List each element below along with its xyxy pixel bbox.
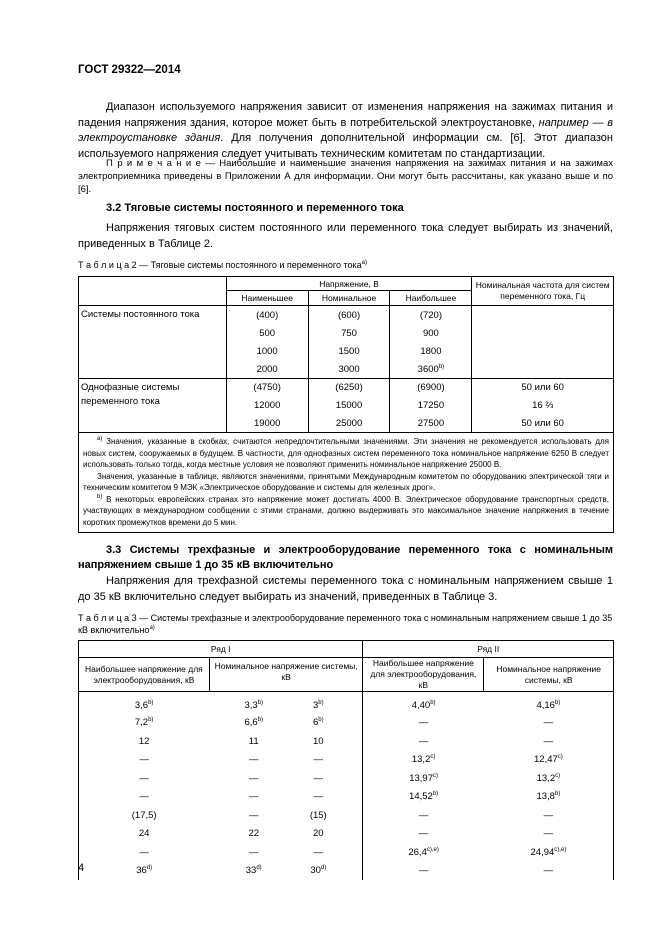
t3-cell-value: — xyxy=(139,791,149,803)
t3-cell xyxy=(79,788,210,807)
t3-cell-value: 4,16 xyxy=(536,700,555,712)
t3-cell xyxy=(484,788,614,807)
t3-cell-value: — xyxy=(313,754,324,766)
caption-sup: а) xyxy=(361,260,368,266)
t3-cell-value: — xyxy=(139,772,149,784)
t3-cell xyxy=(363,843,484,862)
table-2-caption xyxy=(78,260,367,270)
t3-cell-value: — xyxy=(418,717,429,729)
t3-cell xyxy=(286,751,363,770)
t2-cell: 900 xyxy=(390,325,472,343)
note-paragraph xyxy=(78,157,613,196)
t2-cell: 50 или 60 xyxy=(472,379,614,397)
t3-cell-sup: b) xyxy=(318,700,324,707)
t3-header-max-voltage-2: Наибольшее напряжение для электрооборудования, кВ xyxy=(363,658,484,692)
t3-cell-sup: c) xyxy=(557,754,563,761)
t2-cell xyxy=(390,361,472,379)
t3-cell-value: — xyxy=(248,846,259,858)
t3-cell-value: — xyxy=(248,791,259,803)
caption-text: — Системы трехфазные и электрооборудование переменного тока с номинальным напряжением свыше 1 до 35 кВ включительно xyxy=(78,613,613,635)
t3-cell xyxy=(286,843,363,862)
t3-cell xyxy=(209,862,286,881)
t3-cell-value: — xyxy=(543,865,554,877)
t3-cell xyxy=(209,825,286,844)
t2-cell: 27500 xyxy=(390,415,472,433)
t2-cell: 1800 xyxy=(390,343,472,361)
t3-cell xyxy=(484,825,614,844)
t2-cell: (600) xyxy=(308,306,390,325)
t2-header-voltage: Напряжение, В xyxy=(226,277,472,291)
t3-cell-value: — xyxy=(248,809,259,821)
t3-cell-value: — xyxy=(543,735,554,747)
t3-cell-value: 11 xyxy=(248,735,259,747)
t3-cell xyxy=(484,692,614,714)
section-3-2-title: 3.2 Тяговые системы постоянного и переменного тока xyxy=(106,202,404,214)
t2-cell: 12000 xyxy=(226,397,308,415)
t3-cell-sup: b) xyxy=(554,700,561,707)
table-3 xyxy=(78,640,614,880)
section-3-3-title: 3.3 Системы трехфазные и электрооборудование переменного тока с номинальным напряжением свыше 1 до 35 кВ включительно xyxy=(78,544,613,571)
t3-cell-value: — xyxy=(248,754,259,766)
t3-cell-value: 12,47 xyxy=(534,754,558,766)
t3-cell-sup: b) xyxy=(430,700,436,707)
t3-cell-value: 6,6 xyxy=(244,717,258,729)
t2-cell: 19000 xyxy=(226,415,308,433)
t3-cell-value: 33 xyxy=(245,865,257,877)
t2-cell-value: 3600 xyxy=(417,363,439,375)
t2-cell: (400) xyxy=(226,306,308,325)
t3-cell xyxy=(209,806,286,825)
t2-cell: 2000 xyxy=(226,361,308,379)
t3-cell-value: 3,3 xyxy=(244,700,258,712)
t2-cell: 15000 xyxy=(308,397,390,415)
t3-cell-value: 30 xyxy=(310,865,321,877)
t3-cell xyxy=(363,714,484,733)
t3-cell-value: 4,40 xyxy=(411,700,431,712)
t3-cell-value: 22 xyxy=(248,828,260,840)
footnote-b xyxy=(83,494,609,529)
document-header: ГОСТ 29322—2014 xyxy=(78,64,181,76)
t2-cell: 500 xyxy=(226,325,308,343)
table-row xyxy=(79,806,614,825)
t3-cell-value: — xyxy=(139,754,149,766)
t2-header-max: Наибольшее xyxy=(390,291,472,306)
t3-cell xyxy=(363,692,484,714)
footnote-a2: Значения, указанные в таблице, являются значениями, принятыми Международным комитетом по оборудованию электрической тяги и техническим комитетом 9 МЭК «Электрическое оборудование и системы для железных дрог». xyxy=(83,471,609,492)
t3-cell-value: 3 xyxy=(312,700,319,712)
t3-cell-sup: d) xyxy=(256,865,262,872)
t3-cell-value: 20 xyxy=(312,828,324,840)
t3-cell-value: 13,2 xyxy=(411,754,431,766)
t2-header-min: Наименьшее xyxy=(226,291,308,306)
page-number: 4 xyxy=(78,862,85,874)
t2-cell: 25000 xyxy=(308,415,390,433)
t3-cell-value: 26,4 xyxy=(408,846,427,858)
t3-cell-value: — xyxy=(248,772,259,784)
t3-cell xyxy=(209,714,286,733)
t3-cell xyxy=(79,714,210,733)
t3-cell-value: 24 xyxy=(138,828,150,840)
t3-cell xyxy=(363,806,484,825)
t3-cell xyxy=(79,862,210,881)
t2-cell: 3000 xyxy=(308,361,390,379)
t2-cell-value: (720) xyxy=(419,309,443,321)
t3-cell xyxy=(79,732,210,751)
t2-cell: (6250) xyxy=(308,379,390,397)
caption-label: Т а б л и ц а 2 xyxy=(78,260,137,270)
t3-cell xyxy=(363,788,484,807)
t3-cell-value: — xyxy=(543,828,554,840)
t3-cell xyxy=(484,751,614,770)
t3-cell-sup: c),e) xyxy=(554,846,567,853)
t3-cell-value: 13,97 xyxy=(409,772,433,784)
t3-header-nominal-2: Номинальное напряжение системы, кВ xyxy=(484,658,614,692)
t2-dc-label: Системы постоянного тока xyxy=(79,306,227,379)
section-3-3-text: Напряжения для трехфазной системы переменного тока с номинальным напряжением свыше 1 до 35 кВ включительно следует выбирать из значений, приведенных в Таблице 3. xyxy=(78,575,613,603)
caption-text: — Тяговые системы постоянного и переменного тока xyxy=(136,260,362,270)
footnote-a-mark: а) xyxy=(97,436,103,442)
t3-cell xyxy=(79,806,210,825)
t3-header-row-2: Ряд II xyxy=(363,641,614,658)
t3-cell-value: 6 xyxy=(312,717,319,729)
t2-dc-freq-empty xyxy=(472,306,614,379)
t2-cell: 17250 xyxy=(390,397,472,415)
t2-header-nom: Номинальное xyxy=(308,291,390,306)
para-italic: например — в электроустановке здания xyxy=(78,116,614,144)
t3-cell xyxy=(209,732,286,751)
t3-body xyxy=(79,692,614,881)
t2-cell: 750 xyxy=(308,325,390,343)
t3-cell-value: 7,2 xyxy=(134,717,149,729)
table-row xyxy=(79,825,614,844)
t3-cell-sup: b) xyxy=(432,791,439,798)
table-row xyxy=(79,788,614,807)
t3-cell xyxy=(209,788,286,807)
t3-cell-value: — xyxy=(418,828,429,840)
t3-cell-value: — xyxy=(543,809,554,821)
t3-cell xyxy=(484,862,614,881)
t3-cell-value: 36 xyxy=(136,865,147,877)
t2-cell: 50 или 60 xyxy=(472,415,614,433)
t3-cell-sup: d) xyxy=(320,865,327,872)
t2-header-blank xyxy=(79,277,227,306)
t3-cell xyxy=(484,806,614,825)
table-row xyxy=(79,692,614,714)
t3-cell xyxy=(363,751,484,770)
t3-cell-value: (15) xyxy=(309,809,327,821)
t3-cell xyxy=(286,862,363,881)
t3-cell-sup: b) xyxy=(318,717,324,724)
t3-cell-value: — xyxy=(418,809,429,821)
t3-cell-sup: c) xyxy=(433,772,438,779)
caption-label: Т а б л и ц а 3 xyxy=(78,613,137,623)
para-text-end: . Для получения дополнительной информации см. [6]. Этот диапазон используемого напряжения следует учитывать техническим комитетам по стандартизации. xyxy=(78,132,613,160)
t3-cell xyxy=(286,714,363,733)
t3-cell xyxy=(209,769,286,788)
t2-footnotes xyxy=(79,433,614,533)
table-3-caption xyxy=(78,612,613,636)
t3-cell-sup: b) xyxy=(257,700,263,707)
t3-cell xyxy=(286,769,363,788)
t3-cell-value: 12 xyxy=(138,735,150,747)
t3-cell-value: 3,6 xyxy=(134,700,149,712)
t3-cell-value: 10 xyxy=(312,735,324,747)
t3-cell xyxy=(79,843,210,862)
t3-cell-value: — xyxy=(139,846,149,858)
t3-cell xyxy=(79,692,210,714)
t3-header-row-1: Ряд I xyxy=(79,641,363,658)
footnote-b-text: В некоторых европейских странах это напряжение может достигать 4000 В. Электрическое оборудование транспортных средств, участвующих в международном сообщении с этими странами, должно выдерживать это максимальное значение напряжения в течение коротких промежутков времени до 5 мин. xyxy=(83,494,609,527)
t3-cell xyxy=(484,714,614,733)
t3-cell-value: — xyxy=(418,735,429,747)
t3-cell xyxy=(209,751,286,770)
t3-cell-value: 24,94 xyxy=(530,846,555,858)
t3-cell-value: — xyxy=(313,772,324,784)
t2-cell-sup: b) xyxy=(438,363,445,370)
footnote-a xyxy=(83,436,609,471)
section-3-2-text: Напряжения тяговых систем постоянного или переменного тока следует выбирать из значений, приведенных в Таблице 2. xyxy=(78,222,613,250)
t3-cell-value: 13,2 xyxy=(536,772,556,784)
t3-cell xyxy=(209,692,286,714)
t3-cell xyxy=(363,769,484,788)
table-row xyxy=(79,769,614,788)
t3-cell-value: — xyxy=(313,791,324,803)
t3-cell xyxy=(484,732,614,751)
footnote-b-mark: b) xyxy=(97,493,103,500)
t2-cell: (6900) xyxy=(390,379,472,397)
note-label: П р и м е ч а н и е xyxy=(106,158,201,169)
t3-cell-sup: c),e) xyxy=(426,846,439,853)
table-row xyxy=(79,843,614,862)
t3-cell xyxy=(286,732,363,751)
t3-cell xyxy=(286,806,363,825)
t3-cell xyxy=(286,788,363,807)
t3-cell-sup: d) xyxy=(146,865,153,872)
t2-ac-label: Однофазные системы переменного тока xyxy=(79,379,227,433)
t3-cell xyxy=(363,732,484,751)
t3-cell-sup: c) xyxy=(555,772,561,779)
t2-cell: 16 ⅔ xyxy=(472,397,614,415)
t3-cell-sup: c) xyxy=(430,754,436,761)
t3-cell-sup: b) xyxy=(148,700,154,707)
t3-cell xyxy=(484,843,614,862)
t3-header-max-voltage-1: Наибольшее напряжение для электрооборудования, кВ xyxy=(79,658,210,692)
t3-cell-value: — xyxy=(418,865,429,877)
t3-cell xyxy=(286,825,363,844)
paragraph-voltage-range xyxy=(78,100,613,162)
t2-header-frequency: Номинальная частота для систем переменного тока, Гц xyxy=(472,277,614,306)
t3-cell xyxy=(363,862,484,881)
table-2 xyxy=(78,276,614,533)
t3-cell xyxy=(79,751,210,770)
t3-cell-sup: b) xyxy=(257,717,263,724)
t3-cell-value: — xyxy=(313,846,324,858)
t3-cell xyxy=(79,825,210,844)
footnote-a-text: Значения, указанные в скобках, считаются непредпочтительными значениями. Эти значения не рекомендуется использовать для новых систем, сооружаемых в будущем. В частности, для однофазных систем переменного тока номинальное напряжение 6250 В следует использовать только тогда, когда местные условия не позволяют применить номинальное напряжение 25000 В. xyxy=(83,437,609,469)
table-row xyxy=(79,732,614,751)
t3-cell-sup: b) xyxy=(148,717,154,724)
table-row xyxy=(79,862,614,881)
t3-cell xyxy=(79,769,210,788)
note-text: — Наибольшие и наименьшие значения напряжения на зажимах питания и на зажимах электроприемника приведены в Приложении А для информации. Они могут быть рассчитаны, как указано выше и по [6]. xyxy=(78,158,613,195)
t3-cell xyxy=(363,825,484,844)
t3-cell xyxy=(209,843,286,862)
para-text: Диапазон используемого напряжения зависит от изменения напряжения на зажимах питания и падения напряжения здания, которое может быть в потребительской электроустановке, xyxy=(78,101,613,129)
t3-cell-sup: b) xyxy=(554,791,561,798)
t2-cell xyxy=(390,306,472,325)
t3-cell xyxy=(484,769,614,788)
t3-cell-value: 13,8 xyxy=(536,791,555,803)
caption-sup: а) xyxy=(149,625,155,631)
t2-cell: (4750) xyxy=(226,379,308,397)
t3-header-nominal-1: Номинальное напряжение системы, кВ xyxy=(209,658,363,692)
t3-cell xyxy=(286,692,363,714)
t3-cell-value: — xyxy=(543,717,554,729)
table-row xyxy=(79,751,614,770)
t3-cell-value: (17,5) xyxy=(131,809,157,821)
table-row xyxy=(79,714,614,733)
t3-cell-value: 14,52 xyxy=(409,791,433,803)
t2-cell: 1500 xyxy=(308,343,390,361)
t2-cell: 1000 xyxy=(226,343,308,361)
